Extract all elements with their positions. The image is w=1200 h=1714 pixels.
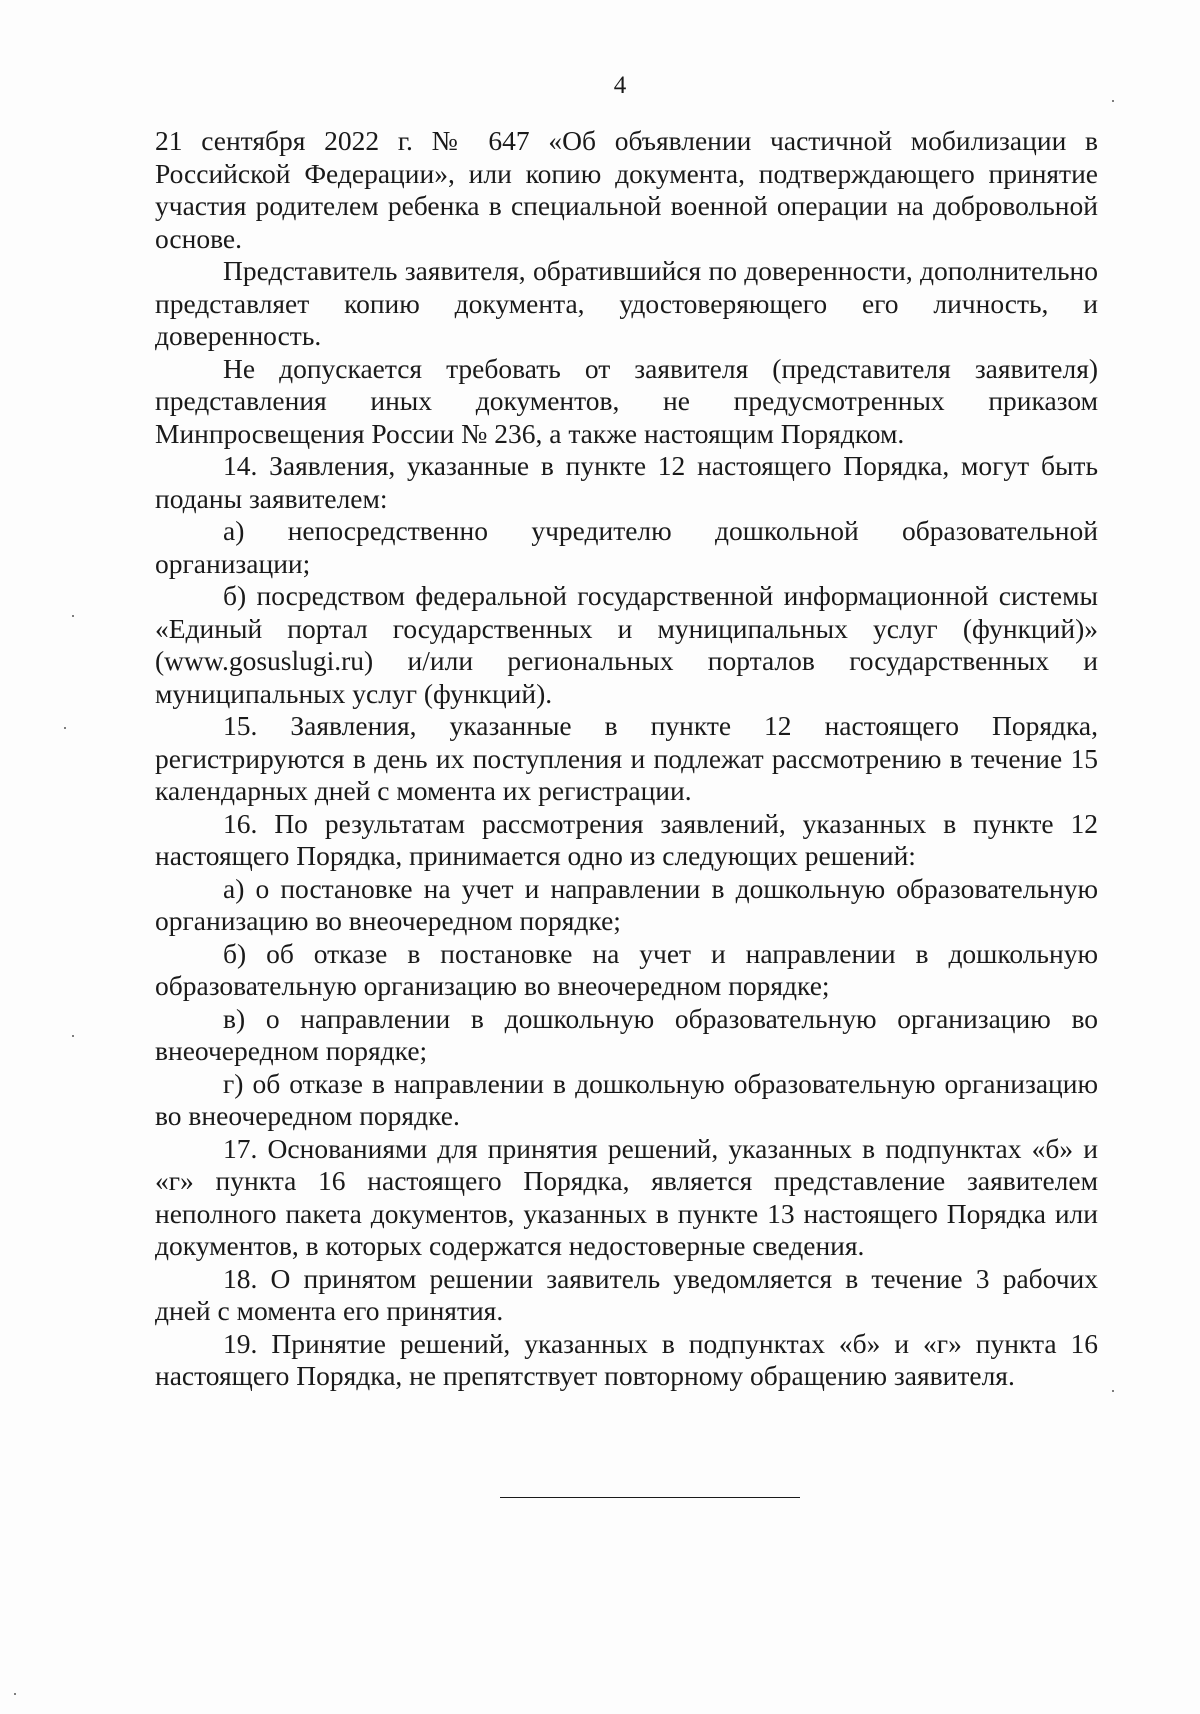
scan-speck — [72, 615, 74, 617]
scan-speck — [1112, 100, 1114, 102]
paragraph-continuation: 21 сентября 2022 г. № 647 «Об объявлении частичной мобилизации в Российской Федерации», или копию документа, подтверждающего принятие участия родителем ребенка в специальной военной операции на добровольной основе. — [155, 125, 1098, 254]
scan-speck — [64, 727, 66, 729]
document-body — [155, 125, 1098, 1393]
paragraph-item-14: 14. Заявления, указанные в пункте 12 настоящего Порядка, могут быть поданы заявителем: — [155, 450, 1098, 514]
scan-speck — [1112, 1390, 1114, 1392]
paragraph-item-14-b: б) посредством федеральной государственной информационной системы «Единый портал государственных и муниципальных услуг (функций)» (www.gosuslugi.ru) и/или региональных порталов государственных и муниципальных услуг (функций). — [155, 580, 1098, 709]
paragraph-item-16-g: г) об отказе в направлении в дошкольную образовательную организацию во внеочередном порядке. — [155, 1067, 1098, 1131]
paragraph-item-17: 17. Основаниями для принятия решений, указанных в подпунктах «б» и «г» пункта 16 настоящего Порядка, является представление заявителем неполного пакета документов, указанных в пункте 13 настоящего Порядка или документов, в которых содержатся недостоверные сведения. — [155, 1132, 1098, 1261]
paragraph-item-15: 15. Заявления, указанные в пункте 12 настоящего Порядка, регистрируются в день их поступления и подлежат рассмотрению в течение 15 календарных дней с момента их регистрации. — [155, 710, 1098, 806]
paragraph-representative: Представитель заявителя, обратившийся по доверенности, дополнительно представляет копию документа, удостоверяющего его личность, и доверенность. — [155, 255, 1098, 351]
end-of-document-rule — [500, 1497, 800, 1498]
paragraph-item-14-a: а) непосредственно учредителю дошкольной образовательной организации; — [155, 515, 1098, 579]
paragraph-item-16-v: в) о направлении в дошкольную образовательную организацию во внеочередном порядке; — [155, 1002, 1098, 1066]
scan-speck — [72, 1035, 74, 1037]
scan-speck — [14, 1693, 16, 1695]
paragraph-item-19: 19. Принятие решений, указанных в подпунктах «б» и «г» пункта 16 настоящего Порядка, не препятствует повторному обращению заявителя. — [155, 1327, 1098, 1391]
page-number: 4 — [613, 72, 627, 99]
paragraph-item-16-b: б) об отказе в постановке на учет и направлении в дошкольную образовательную организацию во внеочередном порядке; — [155, 937, 1098, 1001]
paragraph-item-18: 18. О принятом решении заявитель уведомляется в течение 3 рабочих дней с момента его принятия. — [155, 1262, 1098, 1326]
paragraph-item-16-a: а) о постановке на учет и направлении в дошкольную образовательную организацию во внеочередном порядке; — [155, 872, 1098, 936]
paragraph-no-extra-documents: Не допускается требовать от заявителя (представителя заявителя) представления иных документов, не предусмотренных приказом Минпросвещения России № 236, а также настоящим Порядком. — [155, 352, 1098, 449]
paragraph-item-16: 16. По результатам рассмотрения заявлений, указанных в пункте 12 настоящего Порядка, принимается одно из следующих решений: — [155, 807, 1098, 871]
